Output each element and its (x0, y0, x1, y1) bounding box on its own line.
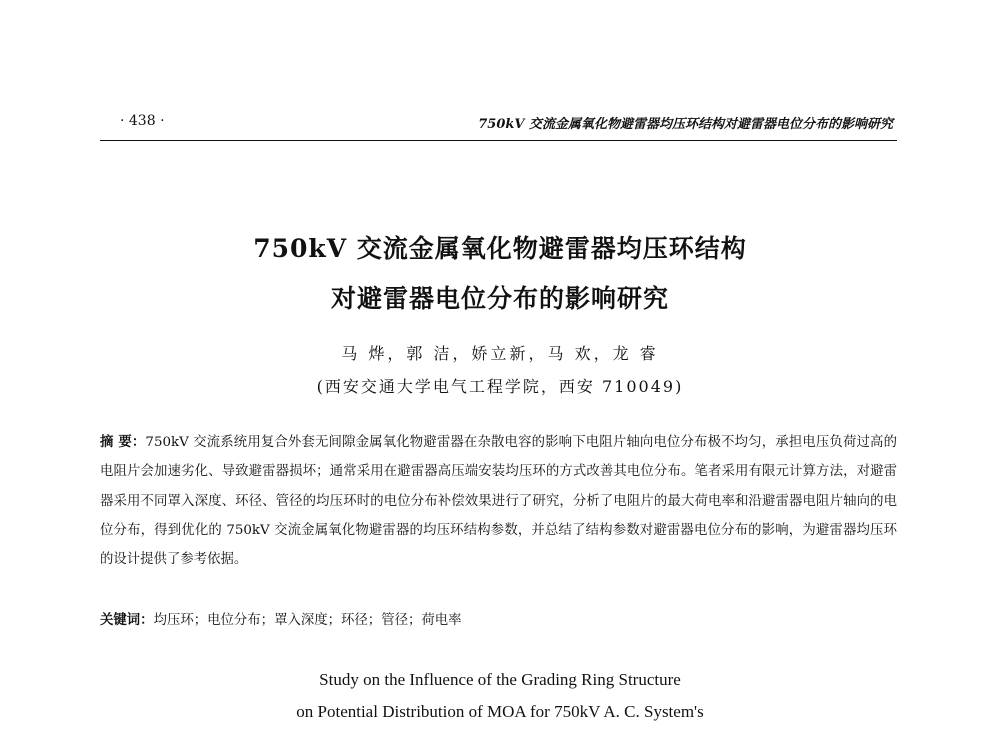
abstract-label: 摘 要： (100, 435, 146, 450)
abstract (100, 428, 897, 574)
paper-title-line-1: 750kV 交流金属氧化物避雷器均压环结构 (253, 234, 747, 263)
paper-title-line-2: 对避雷器电位分布的影响研究 (330, 284, 669, 313)
english-title-line-2: on Potential Distribution of MOA for 750kV A. C. System's (296, 702, 704, 721)
keywords (100, 609, 897, 633)
running-title: 750kV 交流金属氧化物避雷器均压环结构对避雷器电位分布的影响研究 (478, 117, 893, 132)
author-list: 马 烨，郭 洁，娇立新，马 欢，龙 睿 (341, 344, 659, 363)
page-number: · 438 · (120, 113, 165, 129)
keywords-text: 均压环；电位分布；罩入深度；环径；管径；荷电率 (153, 613, 462, 628)
abstract-text: 750kV 交流系统用复合外套无间隙金属氧化物避雷器在杂散电容的影响下电阻片轴向电位分布极不均匀，承担电压负荷过高的电阻片会加速劣化、导致避雷器损坏；通常采用在避雷器高压端安装均压环的方式改善其电位分布。笔者采用有限元计算方法，对避雷器采用不同罩入深度、环径、管径的均压环时的电位分布补偿效果进行了研究，分析了电阻片的最大荷电率和沿避雷器电阻片轴向的电位分布，得到优化的 750kV 交流金属氧化物避雷器的均压环结构参数，并总结了结构参数对避雷器电位分布的影响，为避雷器均压环的设计提供了参考依据。 (100, 435, 897, 568)
running-header (100, 113, 897, 137)
keywords-label: 关键词： (100, 613, 154, 628)
affiliation: (西安交通大学电气工程学院，西安 710049) (316, 377, 684, 396)
header-rule (100, 140, 897, 141)
english-title-line-1: Study on the Influence of the Grading Ring Structure (319, 670, 681, 689)
